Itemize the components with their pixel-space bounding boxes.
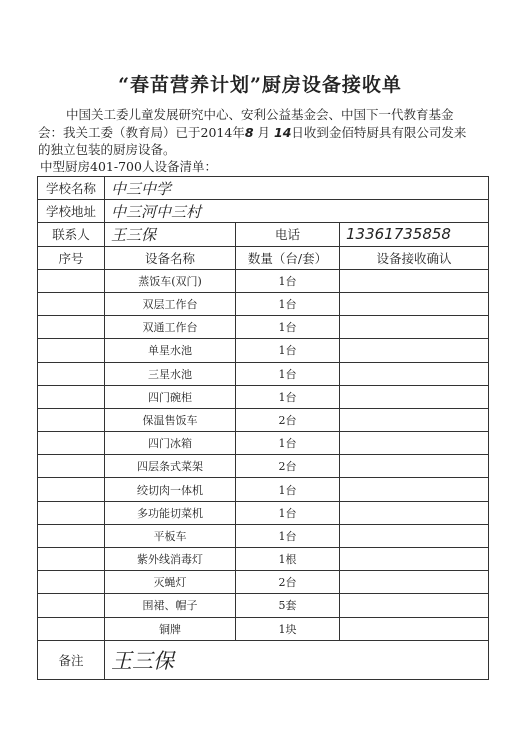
school-address-row xyxy=(38,200,489,223)
equipment-name: 绞切肉一体机 xyxy=(105,478,236,501)
contact-value: 王三保 xyxy=(105,223,236,246)
table-row xyxy=(38,548,489,571)
equipment-name: 单星水池 xyxy=(105,339,236,362)
contact-row xyxy=(38,223,489,246)
intro-line-2-post: 日收到金佰特厨具有限公司发来 xyxy=(291,124,467,140)
equipment-name: 四门碗柜 xyxy=(105,385,236,408)
signature: 王三保 xyxy=(105,640,489,679)
receipt-confirmation-cell xyxy=(340,362,489,385)
equipment-quantity: 1台 xyxy=(236,316,340,339)
table-row xyxy=(38,269,489,292)
receipt-confirmation-cell xyxy=(340,617,489,640)
equipment-quantity: 1台 xyxy=(236,501,340,524)
table-header-row xyxy=(38,246,489,269)
equipment-name: 双层工作台 xyxy=(105,292,236,315)
school-name-label: 学校名称 xyxy=(38,177,105,200)
equipment-quantity: 1台 xyxy=(236,269,340,292)
school-address-value: 中三河中三村 xyxy=(105,200,489,223)
table-row xyxy=(38,501,489,524)
row-index-cell xyxy=(38,362,105,385)
table-row xyxy=(38,408,489,431)
row-index-cell xyxy=(38,432,105,455)
page-title: “春苗营养计划”厨房设备接收单 xyxy=(118,74,402,96)
school-address-label: 学校地址 xyxy=(38,200,105,223)
table-row xyxy=(38,432,489,455)
equipment-quantity: 2台 xyxy=(236,408,340,431)
receipt-confirmation-cell xyxy=(340,385,489,408)
receipt-confirmation-cell xyxy=(340,501,489,524)
row-index-cell xyxy=(38,292,105,315)
equipment-quantity: 1台 xyxy=(236,478,340,501)
receipt-confirmation-cell xyxy=(340,524,489,547)
handwritten-month: 8 xyxy=(244,124,254,140)
remark-label: 备注 xyxy=(38,640,105,679)
table-row xyxy=(38,478,489,501)
equipment-name: 多功能切菜机 xyxy=(105,501,236,524)
remark-row xyxy=(38,640,489,679)
school-name-row xyxy=(38,177,489,200)
table-row xyxy=(38,362,489,385)
row-index-cell xyxy=(38,455,105,478)
phone-value: 13361735858 xyxy=(340,223,489,246)
column-header: 数量（台/套） xyxy=(236,246,340,269)
row-index-cell xyxy=(38,269,105,292)
equipment-quantity: 1台 xyxy=(236,385,340,408)
receipt-confirmation-cell xyxy=(340,594,489,617)
equipment-quantity: 1台 xyxy=(236,339,340,362)
contact-label: 联系人 xyxy=(38,223,105,246)
handwritten-day: 14 xyxy=(274,124,292,140)
equipment-quantity: 1块 xyxy=(236,617,340,640)
table-row xyxy=(38,292,489,315)
receipt-confirmation-cell xyxy=(340,548,489,571)
row-index-cell xyxy=(38,385,105,408)
equipment-quantity: 1台 xyxy=(236,432,340,455)
column-header: 设备接收确认 xyxy=(340,246,489,269)
receipt-confirmation-cell xyxy=(340,316,489,339)
receipt-confirmation-cell xyxy=(340,571,489,594)
equipment-quantity: 1台 xyxy=(236,362,340,385)
equipment-name: 双通工作台 xyxy=(105,316,236,339)
table-row xyxy=(38,385,489,408)
receipt-confirmation-cell xyxy=(340,292,489,315)
equipment-name: 三星水池 xyxy=(105,362,236,385)
receipt-confirmation-cell xyxy=(340,408,489,431)
table-row xyxy=(38,316,489,339)
row-index-cell xyxy=(38,571,105,594)
row-index-cell xyxy=(38,316,105,339)
equipment-name: 围裙、帽子 xyxy=(105,594,236,617)
column-header: 序号 xyxy=(38,246,105,269)
table-row xyxy=(38,594,489,617)
table-row xyxy=(38,339,489,362)
row-index-cell xyxy=(38,339,105,362)
receipt-confirmation-cell xyxy=(340,269,489,292)
intro-line-2-month-label: 月 xyxy=(257,124,271,140)
equipment-name: 平板车 xyxy=(105,524,236,547)
table-row xyxy=(38,455,489,478)
intro-line-2 xyxy=(38,124,486,142)
equipment-quantity: 5套 xyxy=(236,594,340,617)
equipment-name: 蒸饭车(双门) xyxy=(105,269,236,292)
phone-label: 电话 xyxy=(236,223,340,246)
receipt-confirmation-cell xyxy=(340,478,489,501)
equipment-name: 紫外线消毒灯 xyxy=(105,548,236,571)
intro-line-2-pre: 会：我关工委（教育局）已于2014年 xyxy=(38,124,245,140)
equipment-table xyxy=(37,176,489,680)
row-index-cell xyxy=(38,617,105,640)
equipment-quantity: 1根 xyxy=(236,548,340,571)
equipment-quantity: 1台 xyxy=(236,292,340,315)
intro-text xyxy=(38,106,486,159)
equipment-name: 铜牌 xyxy=(105,617,236,640)
equipment-name: 灭蝇灯 xyxy=(105,571,236,594)
row-index-cell xyxy=(38,594,105,617)
equipment-name: 保温售饭车 xyxy=(105,408,236,431)
receipt-confirmation-cell xyxy=(340,432,489,455)
row-index-cell xyxy=(38,478,105,501)
table-row xyxy=(38,524,489,547)
column-header: 设备名称 xyxy=(105,246,236,269)
row-index-cell xyxy=(38,501,105,524)
equipment-quantity: 2台 xyxy=(236,455,340,478)
equipment-quantity: 2台 xyxy=(236,571,340,594)
intro-line-3: 的独立包装的厨房设备。 xyxy=(38,142,176,157)
equipment-name: 四门冰箱 xyxy=(105,432,236,455)
receipt-confirmation-cell xyxy=(340,339,489,362)
row-index-cell xyxy=(38,548,105,571)
school-name-value: 中三中学 xyxy=(105,177,489,200)
intro-line-1: 中国关工委儿童发展研究中心、安利公益基金会、中国下一代教育基金 xyxy=(66,107,454,122)
row-index-cell xyxy=(38,408,105,431)
receipt-confirmation-cell xyxy=(340,455,489,478)
row-index-cell xyxy=(38,524,105,547)
list-title: 中型厨房401-700人设备清单： xyxy=(40,159,217,174)
table-row xyxy=(38,571,489,594)
equipment-quantity: 1台 xyxy=(236,524,340,547)
table-row xyxy=(38,617,489,640)
equipment-name: 四层条式菜架 xyxy=(105,455,236,478)
